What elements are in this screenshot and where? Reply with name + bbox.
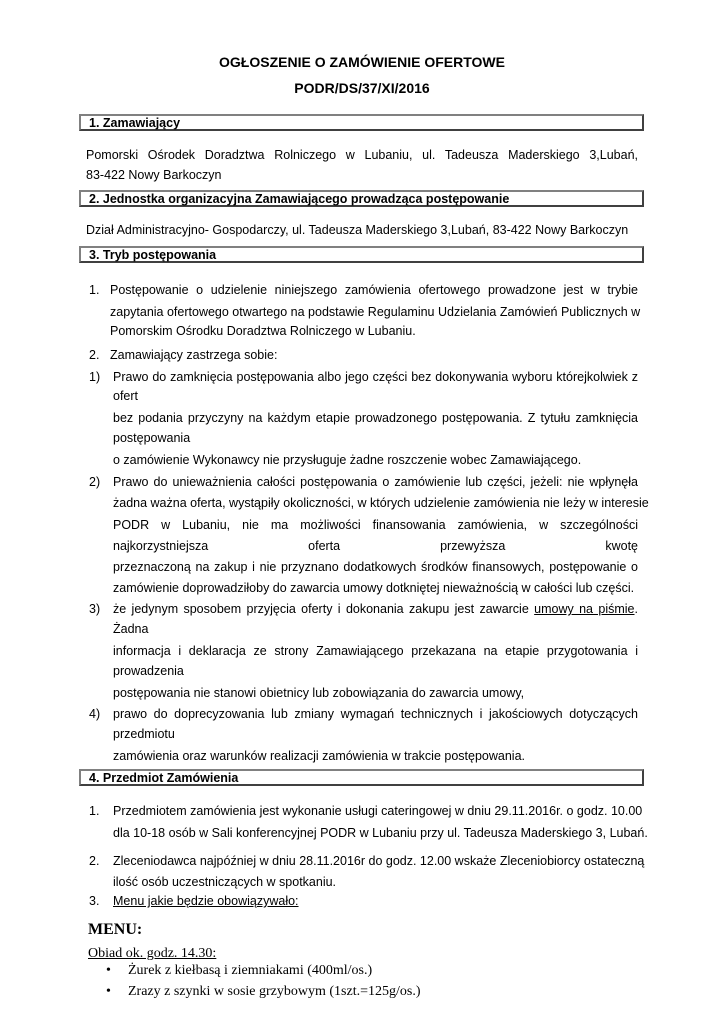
menu-item-2: Zrazy z szynki w sosie grzybowym (1szt.=125g/os.) (128, 984, 421, 999)
s4-p2-line-1: Zleceniodawca najpóźniej w dniu 28.11.2016r do godz. 12.00 wskaże Zleceniobiorcy ostateczną (113, 854, 645, 868)
s3-i2-number: 2) (89, 475, 101, 489)
s3-p2-line-1: Zamawiający zastrzega sobie: (110, 348, 278, 362)
s4-p3-number: 3. (89, 894, 100, 908)
s3-i4-line-1: prawo do doprecyzowania lub zmiany wymagań technicznych i jakościowych dotyczących (113, 707, 638, 721)
menu-time: Obiad ok. godz. 14.30: (88, 946, 217, 961)
s3-i3-line-3: informacja i deklaracja ze strony Zamawiającego przekazana na etapie przygotowania i (113, 644, 638, 658)
s3-i3-line-1a: że jedynym sposobem przyjęcia oferty i dokonania zakupu jest zawarcie (113, 602, 535, 616)
s3-i2-line-5: przeznaczoną na zakup i nie przyznano dodatkowych środków finansowych, postępowanie o (113, 560, 638, 574)
s3-i4-line-3: zamówienia oraz warunków realizacji zamówienia w trakcie postępowania. (113, 749, 525, 763)
menu-bullet-2: • (106, 984, 111, 999)
s3-i2-line-4: najkorzystniejsza oferta przewyższa kwotę (113, 539, 638, 553)
s4-p3-line-1: Menu jakie będzie obowiązywało: (113, 894, 299, 908)
s3-i1-number: 1) (89, 370, 101, 384)
s3-p1-line-2: zapytania ofertowego otwartego na podstawie Regulaminu Udzielania Zamówień Publicznych w (110, 305, 641, 319)
s3-i3-line-4: prowadzenia (113, 664, 184, 678)
s4-p2-number: 2. (89, 854, 100, 868)
section-2-heading: 2. Jednostka organizacyjna Zamawiającego prowadząca postępowanie (89, 192, 510, 206)
s3-i4-line-2: przedmiotu (113, 727, 175, 741)
s3-i2-line-2: żadna ważna oferta, wystąpiły okoliczności, w których udzielenie zamówienia nie leży w interesie (113, 496, 649, 510)
s3-p1-line-3: Pomorskim Ośrodku Doradztwa Rolniczego w Lubaniu. (110, 324, 416, 338)
s3-i2-line-1: Prawo do unieważnienia całości postępowania o zamówienie lub części, jeżeli: nie wpłynęła (113, 475, 638, 489)
section-1-header (79, 114, 644, 131)
s4-p1-line-2: dla 10-18 osób w Sali konferencyjnej PODR w Lubaniu przy ul. Tadeusza Maderskiego 3, Lubań. (113, 826, 648, 840)
s4-p1-number: 1. (89, 804, 100, 818)
s3-i1-line-4: postępowania (113, 431, 191, 445)
section-4-heading: 4. Przedmiot Zamówienia (89, 771, 239, 785)
document-reference: PODR/DS/37/XI/2016 (294, 80, 430, 96)
s3-i3-line-5: postępowania nie stanowi obietnicy lub zobowiązania do zawarcia umowy, (113, 686, 525, 700)
s3-i2-line-3: PODR w Lubaniu, nie ma możliwości finansowania zamówienia, w szczególności (113, 518, 638, 532)
menu-heading: MENU: (88, 921, 143, 938)
menu-item-1: Żurek z kiełbasą i ziemniakami (400ml/os.) (128, 963, 373, 978)
s3-p1-number: 1. (89, 283, 100, 297)
s3-p1-line-1: Postępowanie o udzielenie niniejszego zamówienia ofertowego prowadzone jest w trybie (110, 283, 638, 297)
menu-bullet-1: • (106, 963, 111, 978)
document-title: OGŁOSZENIE O ZAMÓWIENIE OFERTOWE (219, 54, 505, 70)
s4-p1-line-1: Przedmiotem zamówienia jest wykonanie usługi cateringowej w dniu 29.11.2016r. o godz. 10.00 (113, 804, 643, 818)
section-3-header (79, 246, 644, 263)
s1-line-1: Pomorski Ośrodek Doradztwa Rolniczego w Lubaniu, ul. Tadeusza Maderskiego 3,Lubań, (86, 148, 638, 162)
s3-i2-line-6: zamówienie doprowadziłoby do zawarcia umowy dotkniętej nieważnością w całości lub części. (113, 581, 635, 595)
s1-line-2: 83-422 Nowy Barkoczyn (86, 168, 222, 182)
s3-i3-number: 3) (89, 602, 101, 616)
section-4-header (79, 769, 644, 786)
s3-i1-line-3: bez podania przyczyny na każdym etapie prowadzonego postępowania. Z tytułu zamknięcia (113, 411, 638, 425)
s3-i1-line-1: Prawo do zamknięcia postępowania albo jego części bez dokonywania wyboru którejkolwiek z (113, 370, 638, 384)
s2-line-1: Dział Administracyjno- Gospodarczy, ul. Tadeusza Maderskiego 3,Lubań, 83-422 Nowy Barkoczyn (86, 223, 629, 237)
s3-i1-line-2: ofert (113, 389, 139, 403)
s3-i1-line-5: o zamówienie Wykonawcy nie przysługuje żadne roszczenie wobec Zamawiającego. (113, 453, 582, 467)
s3-i3-line-2: Żadna (113, 622, 149, 636)
s4-p2-line-2: ilość osób uczestniczących w spotkaniu. (113, 875, 337, 889)
s3-i3-line-1b-underlined: umowy na piśmie (534, 602, 635, 616)
s3-i3-line-1 (113, 600, 638, 618)
section-3-heading: 3. Tryb postępowania (89, 248, 217, 262)
section-2-header (79, 190, 644, 207)
s3-p2-number: 2. (89, 348, 100, 362)
section-1-heading: 1. Zamawiający (89, 116, 181, 130)
s3-i4-number: 4) (89, 707, 101, 721)
s3-i3-line-1c: . (634, 602, 638, 616)
